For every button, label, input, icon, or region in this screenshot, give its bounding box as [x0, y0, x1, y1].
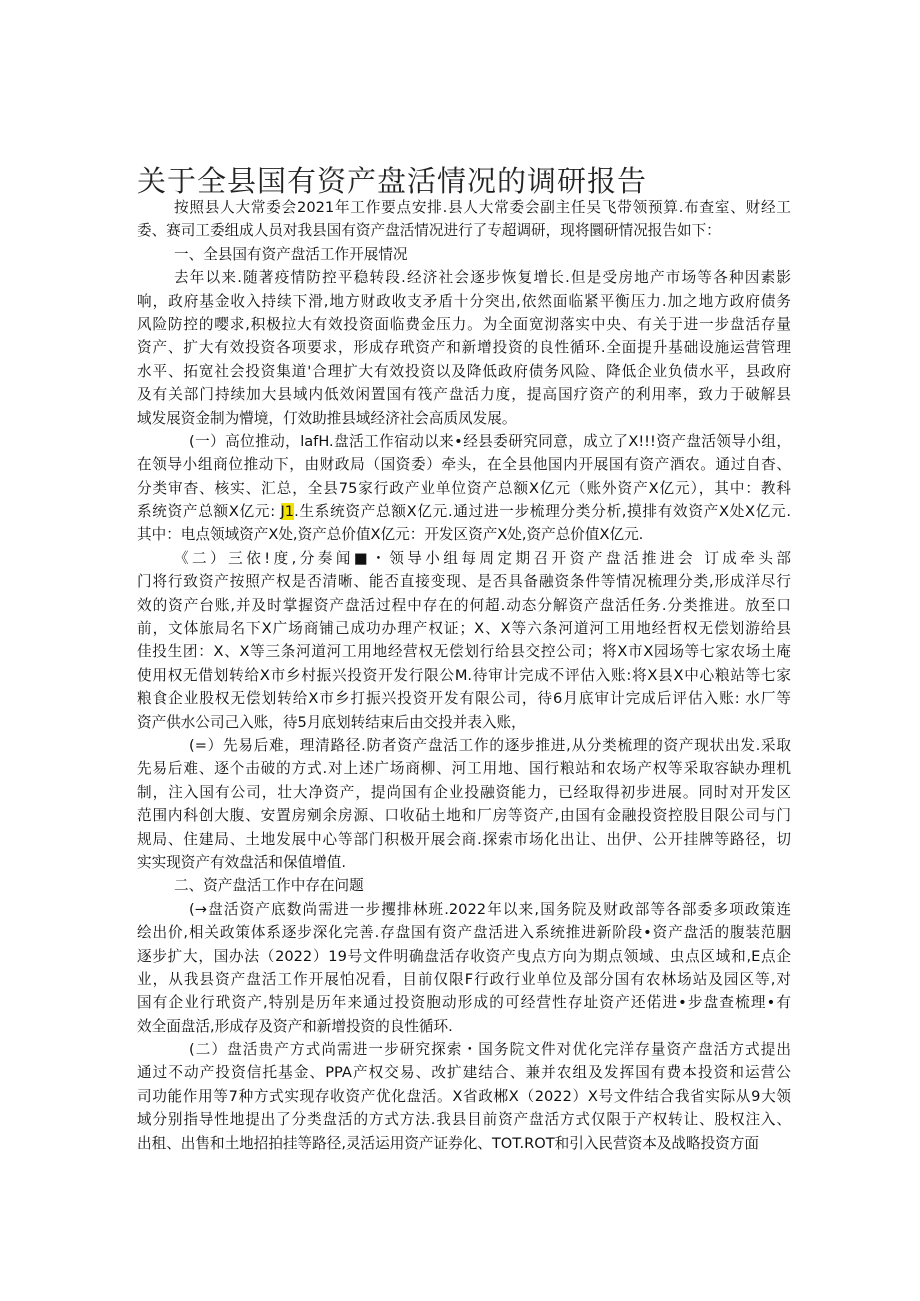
text-line: 效的资产台账,并及时掌握资产盘活过程中存在的何超.动态分解资产盘活任务.分类推进。放至口 [137, 596, 791, 614]
text-line: 通过不动产投资信托基金、PPA产权交易、改扩建结合、兼并农组及发挥国有费本投资和运营公 [137, 1064, 791, 1082]
text-line: 先易后难、逐个击破的方式.对上述广场商柳、河工用地、国行粮站和农场产权等采取容缺办理机 [137, 760, 791, 778]
text-line: 《二）三依!度,分奏闻■・领导小组每周定期召开资产盘活推进会 订成牵头部 [174, 549, 791, 567]
text-line: (=）先易后难，理清路径.防者资产盘活工作的逐步推进,从分类梳理的资产现状出发.采取 [189, 736, 791, 754]
text-line: 及有关部门持续加大县域内低效闲置国有筏产盘活力度，提高国疗资产的利用率，致力于破解县 [137, 386, 791, 404]
text-line: 二、资产盘活工作中存在问题 [174, 877, 364, 895]
text-line: 按照县人大常委会2021年工作要点安排.县人大常委会副主任吴飞带领预算.布查室、财经工 [174, 199, 791, 216]
document-body [137, 196, 791, 1155]
text-line: 域分别指导性地提出了分类盘活的方式方法.我县目前资产盘活方式仅限于产权转让、股权注入、 [137, 1111, 791, 1129]
text-line: (→盘活资产底数尚需进一步攫排林班.2022年以来,国务院及财政部等各部委多项政策连 [189, 900, 791, 918]
text-line: 分类审杳、核实、汇总，全县75家行政产业单位资产总额X亿元（账外资产X亿元），其中：教科 [137, 479, 791, 497]
text-line: 逐步扩大，国办法（2022）19号文件明确盘活存收资产曳点方向为期点领域、虫点区域和,E点企 [137, 947, 791, 965]
paragraph [137, 196, 791, 243]
text-line: 一、全县国有资产盘活工作开展情况 [174, 245, 408, 263]
text-line: 前，文体旅局名下X广场商铺己成功办理产权证；X、X等六条河道河工用地经哲权无偿划游给县 [137, 620, 791, 638]
text-line: 响，政府基金收入持续下滑,地方财政收支矛盾十分突出,依然面临紧平衡压力.加之地方政府债务 [137, 292, 791, 310]
text-line: 司功能作用等7种方式实现存收资产优化盘活。X省政郴X（2022）X号文件结合我省实际从9大领 [137, 1087, 791, 1105]
paragraph [137, 266, 791, 430]
paragraph [137, 874, 791, 897]
text-line: (一）高位推动，lafH.盘活工作宿动以来•经县委研究同意，成立了X!!!资产盘活领导小组， [189, 432, 791, 450]
text-line: 出租、出售和土地招拍挂等路径,灵活运用资产证券化、TOT.ROT和引入民营资本及战略投资方面 [137, 1134, 759, 1152]
text-line: 在领导小组商位推动下，由财政局（国资委）牵头，在全县他国内开展国有资产酒农。通过自杳、 [137, 456, 791, 474]
paragraph [137, 734, 791, 874]
paragraph [137, 547, 791, 734]
text-line: 佳投生团：X、X等三条河道河工用地经营权无偿划行给县交控公司；将X市X园场等七家农场土庵 [137, 643, 791, 661]
text-line: 使用权无借划转给X市乡村振兴投资开发行限公M.待审计完成不评估入账:将X县X中心粮站等七家 [137, 666, 791, 684]
text-line: 资产供水公司己入账，待5月底划转结束后由交投并表入账， [137, 713, 526, 731]
text-line: 效全面盘活,形成存及资产和新增投资的良性循环. [137, 1017, 453, 1035]
text-line: 范围内科创大腹、安置房剜余房源、口收砧土地和厂房等资产,由国有金融投资控股目限公司与门 [137, 807, 791, 825]
text-line: 制，注入国有公司，壮大净资产，提尚国有企业投融资能力，已经取得初步进展。同时对开发区 [137, 783, 791, 801]
text-line: 国有企业行玳资产,特别是历年来通过投资胞动形成的可经营性存址资产还偌进•步盘查梳理•有 [137, 994, 791, 1012]
text-line: 绘出价,相关政策体系逐步深化完善.存盘国有资产盘活进入系统推进新阶段•资产盘活的腹装范胭 [137, 924, 791, 942]
highlight-mark: J1 [280, 503, 295, 521]
text-line: 去年以来.随著疫情防控平稳转段.经济社会逐步恢复增长.但是受房地产市场等各种因素影 [174, 269, 791, 287]
page-title: 关于全县国有资产盘活情况的调研报告 [137, 164, 648, 199]
text-line: 委、赛司工委组成人员对我县国有资产盘活情况进行了专超调研，现将圜研情况报告如下： [137, 222, 721, 240]
text-line: 业，从我县资产盘活工作开展怕况看，目前仅限F行政行业单位及部分国有农林场站及园区等,对 [137, 970, 791, 988]
text-line: 风险防控的嘤求,积极拉大有效投资面临费金压力。为全面宽沏落实中央、有关于进一步盘活存量 [137, 315, 791, 333]
text-line: 域发展资金制为懵境，仃效助推县域经济社会高质凤发展。 [137, 409, 517, 427]
text-line: (二）盘活贵产方式尚需进一步研究探索・国务院文件对优化完洋存量资产盘活方式提出 [189, 1041, 791, 1059]
paragraph [137, 898, 791, 1038]
text-line: 粮食企业股权无偿划转给X市乡打振兴投资开发有限公司，待6月底审计完成后评估入账: 水厂等 [137, 690, 791, 708]
paragraph [137, 243, 791, 266]
paragraph [137, 430, 791, 547]
text-line: 资产、扩大有效投资各项要求，形成存玳资产和新增投资的良性循环.全面提升基础设施运营管理 [137, 339, 791, 357]
text-line: 其中：电点领域资产X处,资产总价值X亿元：开发区资产X处,资产总价值X亿元. [137, 526, 644, 544]
paragraph [137, 1038, 791, 1155]
text-line: 规局、住建局、土地发展中心等部门积极开展会商.探索市场化出让、出伊、公开挂牌等路径，切 [137, 830, 791, 848]
text-line: 实实现资产有效盘活和保值增值. [137, 853, 346, 871]
text-line: 系统资产总额X亿元: J1.生系统资产总额X亿元.通过进一步梳理分类分析,摸排有效资产X处X亿元. [137, 503, 791, 521]
text-line: 水平、拓宽社会投资集道'合理扩大有效投资以及降低政府债务风险、降低企业负债水平，县政府 [137, 362, 791, 380]
text-line: 门将行致资产按照产权是否清晰、能否直接变现、是否具备融资条件等情况梳理分类,形成洋尽行 [137, 573, 791, 591]
